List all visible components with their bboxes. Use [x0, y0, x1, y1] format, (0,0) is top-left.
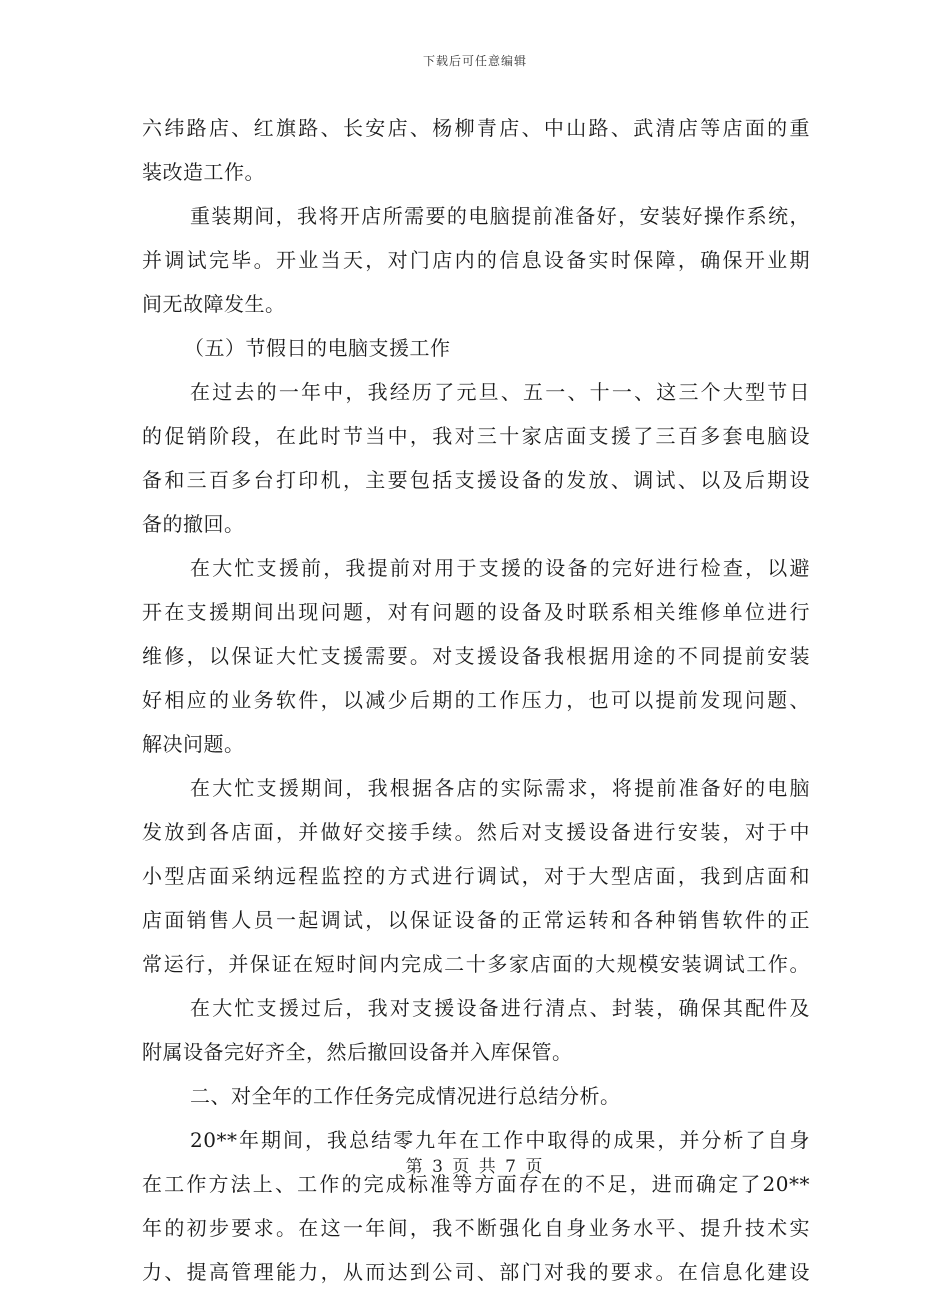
text-line: 解决问题。 [142, 732, 245, 756]
text-line: 年的初步要求。在这一年间，我不断强化自身业务水平、提升技术实 [142, 1216, 810, 1240]
text-line: 店面销售人员一起调试，以保证设备的正常运转和各种销售软件的正 [142, 908, 810, 932]
text-line: 在过去的一年中，我经历了元旦、五一、十一、这三个大型节日 [190, 380, 810, 404]
text-line: 的促销阶段，在此时节当中，我对三十家店面支援了三百多套电脑设 [142, 424, 810, 448]
text-line: 开在支援期间出现问题，对有问题的设备及时联系相关维修单位进行 [142, 600, 810, 624]
text-line: 常运行，并保证在短时间内完成二十多家店面的大规模安装调试工作。 [142, 952, 810, 976]
text-line: 重装期间，我将开店所需要的电脑提前准备好，安装好操作系统， [190, 204, 810, 228]
text-line: 在大忙支援过后，我对支援设备进行清点、封装，确保其配件及 [190, 996, 810, 1020]
text-line: 备的撤回。 [142, 512, 245, 536]
text-line: 维修，以保证大忙支援需要。对支援设备我根据用途的不同提前安装 [142, 644, 810, 668]
text-line: 好相应的业务软件，以减少后期的工作压力，也可以提前发现问题、 [142, 688, 810, 712]
text-line: 装改造工作。 [142, 160, 265, 184]
page-header: 下载后可任意编辑 [422, 54, 527, 68]
text-line: 附属设备完好齐全，然后撤回设备并入库保管。 [142, 1040, 573, 1064]
text-line: 小型店面采纳远程监控的方式进行调试，对于大型店面，我到店面和 [142, 864, 810, 888]
text-line: 备和三百多台打印机，主要包括支援设备的发放、调试、以及后期设 [142, 468, 810, 492]
text-line: 在大忙支援期间，我根据各店的实际需求，将提前准备好的电脑 [190, 776, 810, 800]
document-body [142, 106, 810, 1294]
text-line: 六纬路店、红旗路、长安店、杨柳青店、中山路、武清店等店面的重 [142, 116, 810, 140]
text-line: 并调试完毕。开业当天，对门店内的信息设备实时保障，确保开业期 [142, 248, 810, 272]
page-footer: 第 3 页 共 7 页 [405, 1157, 545, 1177]
text-line: 在工作方法上、工作的完成标准等方面存在的不足，进而确定了20** [142, 1172, 810, 1196]
section-heading: 二、对全年的工作任务完成情况进行总结分析。 [190, 1084, 621, 1108]
text-line: 间无故障发生。 [142, 292, 286, 316]
text-line: 发放到各店面，并做好交接手续。然后对支援设备进行安装，对于中 [142, 820, 810, 844]
text-line: 20**年期间，我总结零九年在工作中取得的成果，并分析了自身 [190, 1128, 810, 1152]
section-heading: （五）节假日的电脑支援工作 [184, 336, 451, 360]
text-line: 力、提高管理能力，从而达到公司、部门对我的要求。在信息化建设 [142, 1260, 810, 1284]
text-line: 在大忙支援前，我提前对用于支援的设备的完好进行检查，以避 [190, 556, 810, 580]
